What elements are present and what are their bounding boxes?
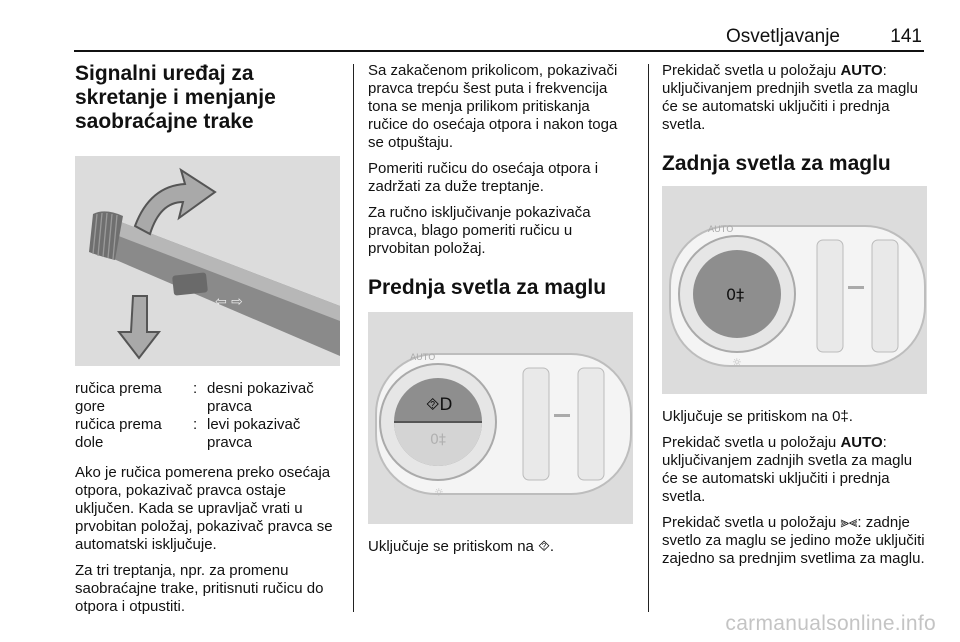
caption-text: Uključuje se pritiskom na <box>368 538 539 555</box>
svg-text:⇦ ⇨: ⇦ ⇨ <box>215 294 243 310</box>
lever-definitions <box>75 380 340 452</box>
definition-row <box>75 416 340 452</box>
column-1 <box>75 62 340 624</box>
text: Prekidač svetla u položaju <box>662 514 841 531</box>
text: : uključivanjem zadnjih svetla za maglu će se automatski uključiti i prednja svetla. <box>662 434 913 505</box>
text: Prekidač svetla u položaju <box>662 434 841 451</box>
definition-description: levi pokazivač pravca <box>207 416 301 451</box>
paragraph: Sa zakačenom prikolicom, pokazivači pravca trepću šest puta i frekvencija tona se menja prilikom pritiskanja ručice do osećaja otpora i nakon toga se otpuštaju. <box>368 62 618 151</box>
watermark: carmanualsonline.info <box>725 612 936 635</box>
front-fog-heading: Prednja svetla za maglu <box>368 276 607 299</box>
definition-separator: : <box>193 416 198 433</box>
caption-text: Uključuje se pritiskom na <box>662 408 833 425</box>
rear-fog-switch-illustration <box>662 186 927 394</box>
rear-fog-caption <box>662 408 927 426</box>
rear-fog-heading: Zadnja svetla za maglu <box>662 152 891 175</box>
svg-text:☼: ☼ <box>434 486 444 499</box>
caption-punctuation: . <box>848 408 853 425</box>
column-3 <box>662 62 927 576</box>
auto-keyword: AUTO <box>840 62 883 79</box>
paragraph <box>662 62 927 134</box>
definition-term: ručica prema dole <box>75 416 162 451</box>
switch-auto-label: AUTO <box>708 225 734 235</box>
turn-signal-heading: Signalni uređaj za skretanje i menjanje saobraćajne trake <box>75 62 276 133</box>
caption-punctuation: . <box>549 538 555 555</box>
page-header <box>74 24 924 52</box>
paragraph: Pomeriti ručicu do osećaja otpora i zadržati za duže treptanje. <box>368 160 599 195</box>
front-fog-switch-illustration <box>368 312 633 524</box>
low-beam-icon: ⫸⫷ <box>840 514 858 531</box>
turn-signal-lever-illustration <box>75 156 340 366</box>
front-fog-caption <box>368 538 633 556</box>
section-title: Osvetljavanje <box>725 26 840 47</box>
switch-auto-label: AUTO <box>410 353 436 363</box>
rear-fog-symbol: 0‡ <box>430 432 446 448</box>
auto-keyword: AUTO <box>840 434 883 451</box>
text: Prekidač svetla u položaju <box>662 62 841 79</box>
paragraph <box>662 434 927 506</box>
page-number: 141 <box>890 26 922 47</box>
column-divider <box>353 64 354 612</box>
definition-row <box>75 380 340 416</box>
front-fog-symbol: ⯑D <box>426 395 453 415</box>
definition-description: desni pokazivač pravca <box>207 380 314 415</box>
text: : uključivanjem prednjih svetla za maglu će se automatski uključiti i prednja svetla. <box>662 62 918 133</box>
column-2 <box>368 62 633 564</box>
front-fog-icon: ⯑ <box>538 538 550 555</box>
text: : zadnje svetlo za maglu se jedino može uključiti zajedno sa prednjim svetlima za maglu. <box>662 514 925 567</box>
definition-separator: : <box>193 380 198 397</box>
svg-text:☼: ☼ <box>732 356 742 369</box>
paragraph <box>662 514 927 568</box>
rear-fog-symbol: 0‡ <box>726 285 745 304</box>
definition-term: ručica prema gore <box>75 380 162 415</box>
rear-fog-icon: 0‡ <box>832 408 849 425</box>
paragraph: Ako je ručica pomerena preko osećaja otpora, pokazivač pravca ostaje uključen. Kada se upravljač vrati u prvobitan položaj, pokazivač pravca se automatski isključuje. <box>75 464 333 553</box>
paragraph: Za ručno isključivanje pokazivača pravca, blago pomeriti ručicu u prvobitan položaj. <box>368 204 591 257</box>
paragraph: Za tri treptanja, npr. za promenu saobraćajne trake, pritisnuti ručicu do otpora i otpustiti. <box>75 562 324 615</box>
column-divider <box>648 64 649 612</box>
